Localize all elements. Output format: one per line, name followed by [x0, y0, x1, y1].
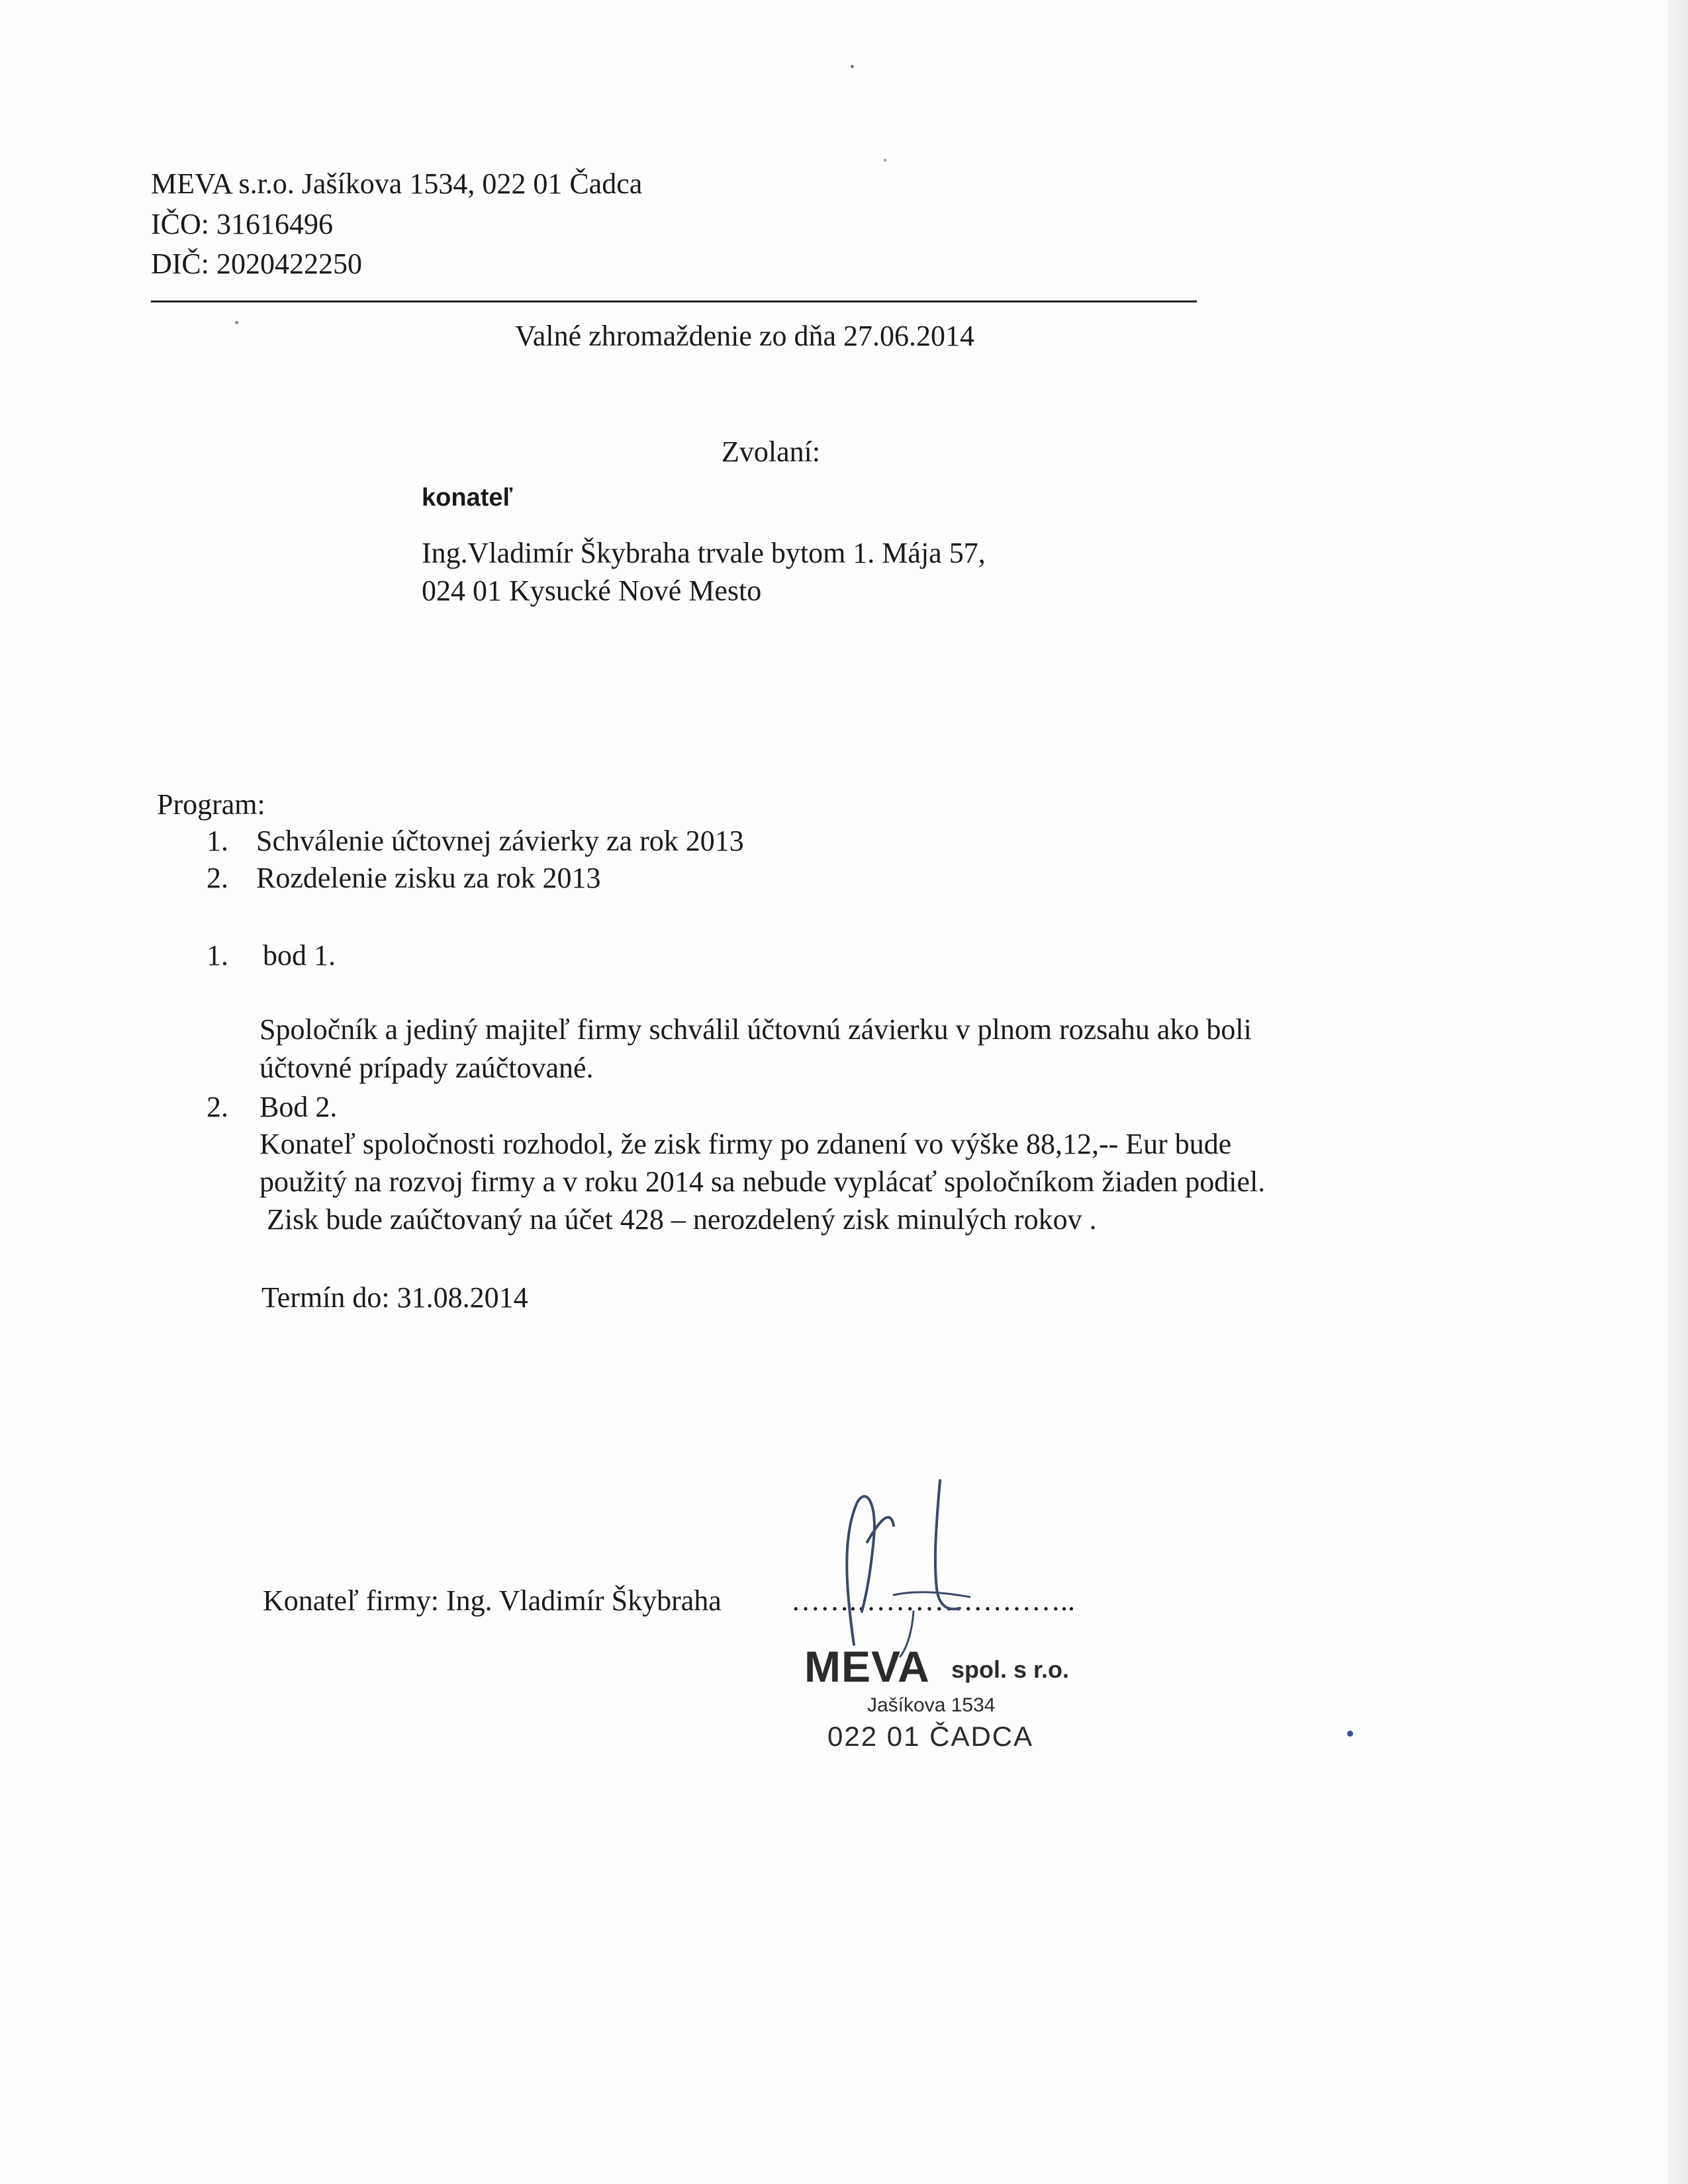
program-item-text: Rozdelenie zisku za rok 2013: [256, 862, 601, 894]
point-text-line: Zisk bude zaúčtovaný na účet 428 – nerozdelený zisk minulých rokov .: [259, 1203, 1097, 1236]
signature-dots: …….…………………..: [791, 1584, 1075, 1617]
deadline: Termín do: 31.08.2014: [261, 1281, 528, 1314]
scan-edge: [1668, 0, 1688, 2184]
meeting-title: Valné zhromaždenie zo dňa 27.06.2014: [515, 320, 974, 352]
program-heading: Program:: [157, 788, 265, 821]
scan-speck: [851, 65, 854, 68]
handwritten-signature: [827, 1479, 1000, 1658]
point-text-line: použitý na rozvoj firmy a v roku 2014 sa nebude vyplácať spoločníkom žiaden podiel.: [259, 1165, 1266, 1198]
scan-speck: [884, 159, 886, 161]
summoned-address: 024 01 Kysucké Nové Mesto: [422, 574, 762, 607]
program-item-text: Schválenie účtovnej závierky za rok 2013: [256, 825, 744, 857]
stamp-legal-form: spol. s r.o.: [951, 1656, 1070, 1683]
point-text-line: účtovné prípady zaúčtované.: [259, 1052, 594, 1084]
company-dic: DIČ: 2020422250: [151, 248, 362, 280]
summoned-role: konateľ: [422, 484, 513, 512]
point-number: 1.: [207, 939, 228, 972]
program-item-number: 1.: [207, 825, 228, 857]
stamp-company-name: MEVA: [804, 1642, 930, 1691]
company-stamp: [804, 1641, 1115, 1774]
point-text-line: Spoločník a jediný majiteľ firmy schválil účtovnú závierku v plnom rozsahu ako boli: [259, 1013, 1252, 1046]
point-title: Bod 2.: [259, 1091, 338, 1123]
company-address: MEVA s.r.o. Jašíkova 1534, 022 01 Čadca: [151, 167, 643, 200]
stamp-city: 022 01 ČADCA: [827, 1721, 1034, 1752]
summoned-heading: Zvolaní:: [722, 435, 821, 468]
point-number: 2.: [207, 1091, 228, 1123]
stamp-street: Jašíkova 1534: [867, 1694, 996, 1716]
company-ico: IČO: 31616496: [151, 208, 333, 240]
header-divider: [151, 300, 1197, 302]
scan-speck: [235, 321, 238, 324]
scan-speck: [1347, 1731, 1353, 1737]
signature-label: Konateľ firmy: Ing. Vladimír Škybraha: [263, 1584, 722, 1617]
summoned-person: Ing.Vladimír Škybraha trvale bytom 1. Mája 57,: [422, 537, 986, 569]
point-title: bod 1.: [263, 939, 336, 972]
program-item-number: 2.: [207, 862, 228, 894]
point-text-line: Konateľ spoločnosti rozhodol, že zisk firmy po zdanení vo výške 88,12,-- Eur bude: [259, 1128, 1232, 1160]
